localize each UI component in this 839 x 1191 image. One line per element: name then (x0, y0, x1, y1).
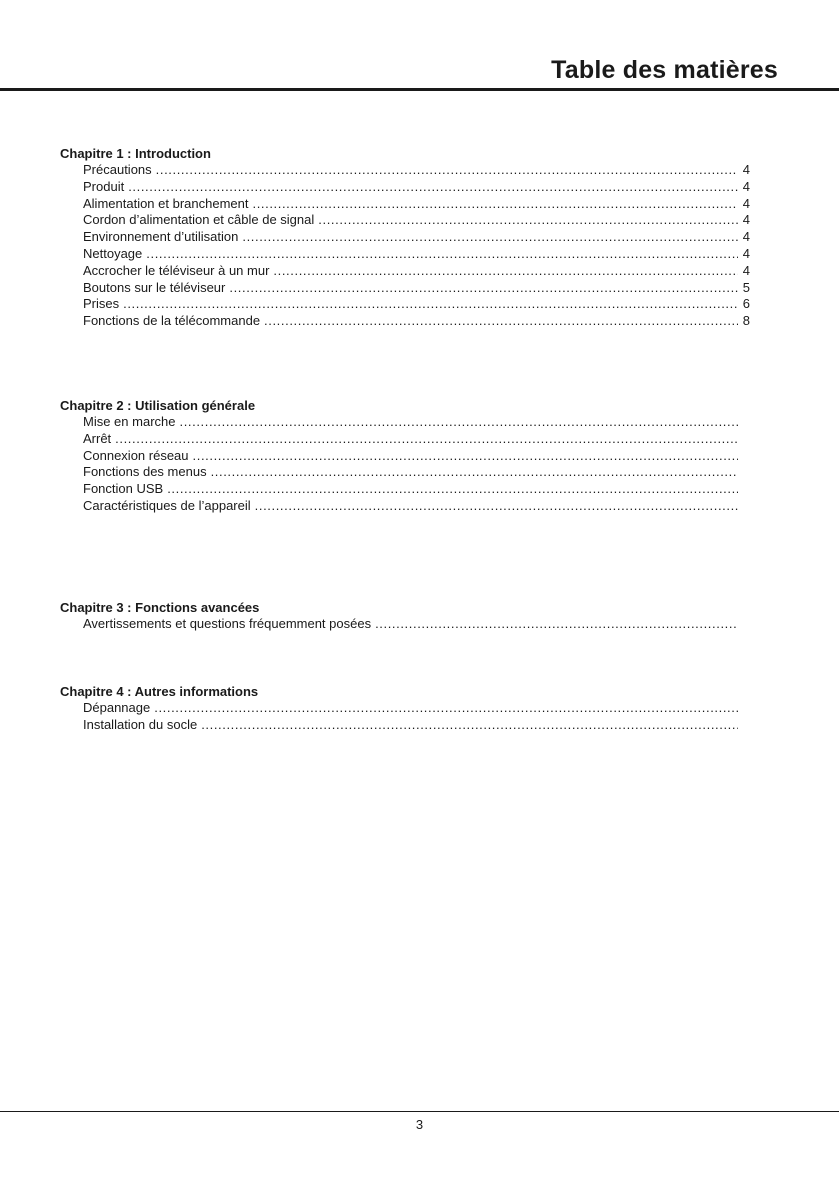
toc-entry-label: Environnement d’utilisation (83, 229, 239, 245)
chapter-title: Chapitre 3 : Fonctions avancées (60, 600, 260, 615)
chapter-title: Chapitre 2 : Utilisation générale (60, 398, 256, 413)
dot-leader (273, 263, 738, 280)
toc-entry-label: Boutons sur le téléviseur (83, 279, 226, 295)
toc-entry-page: 4 (742, 178, 750, 194)
toc-entry-page: 4 (742, 262, 750, 278)
toc-entry-page: 4 (742, 245, 750, 261)
toc-entry[interactable] (83, 313, 750, 330)
toc-entry-label: Cordon d’alimentation et câble de signal (83, 212, 315, 228)
toc-entry[interactable] (83, 498, 750, 515)
dot-leader (242, 229, 738, 246)
dot-leader (375, 616, 738, 633)
toc-entry-label: Connexion réseau (83, 447, 189, 463)
toc-entry-label: Alimentation et branchement (83, 195, 249, 211)
dot-leader (128, 179, 738, 196)
toc-entry-page: 8 (742, 313, 750, 329)
toc-entry-label: Nettoyage (83, 245, 143, 261)
toc-list (60, 414, 750, 515)
bottom-divider (0, 1111, 839, 1112)
toc-entry-page: 4 (742, 212, 750, 228)
toc-entry-label: Fonctions des menus (83, 464, 207, 480)
page-number: 3 (415, 1117, 424, 1132)
toc-entry-label: Avertissements et questions fréquemment posées (83, 616, 372, 631)
dot-leader (154, 700, 738, 717)
dot-leader (255, 498, 738, 515)
chapter-title: Chapitre 4 : Autres informations (60, 684, 259, 699)
toc-entry[interactable] (83, 448, 750, 465)
toc-entry[interactable] (83, 196, 750, 213)
dot-leader (252, 196, 738, 213)
toc-entry[interactable] (83, 700, 750, 717)
toc-entry[interactable] (83, 481, 750, 498)
dot-leader (318, 212, 738, 229)
toc-entry-label: Mise en marche (83, 414, 176, 429)
chapter-3 (60, 599, 750, 633)
toc-entry-label: Caractéristiques de l’appareil (83, 497, 251, 513)
chapter-title: Chapitre 1 : Introduction (60, 146, 211, 161)
toc-entry-label: Installation du socle (83, 716, 198, 732)
toc-entry-label: Fonction USB (83, 481, 164, 497)
toc-entry[interactable] (83, 229, 750, 246)
toc-entry[interactable] (83, 296, 750, 313)
toc-entry-label: Dépannage (83, 700, 151, 715)
toc-entry[interactable] (83, 717, 750, 734)
toc-entry-page: 4 (742, 195, 750, 211)
toc-entry[interactable] (83, 431, 750, 448)
toc-list (60, 616, 750, 633)
chapter-2 (60, 397, 750, 515)
toc-entry-label: Produit (83, 178, 125, 194)
dot-leader (264, 313, 738, 330)
toc-entry[interactable] (83, 162, 750, 179)
toc-entry-page: 6 (742, 296, 750, 312)
toc-entry-page: 5 (742, 279, 750, 295)
dot-leader (115, 431, 738, 448)
dot-leader (167, 481, 738, 498)
dot-leader (146, 246, 738, 263)
toc-entry-label: Précautions (83, 162, 152, 177)
top-divider (0, 88, 839, 91)
page-title: Table des matières (551, 56, 778, 84)
toc-entry-label: Fonctions de la télécommande (83, 313, 261, 329)
toc-entry-page: 4 (742, 162, 750, 177)
toc-entry-page: 4 (742, 229, 750, 245)
dot-leader (229, 280, 738, 297)
dot-leader (193, 448, 738, 465)
toc-entry[interactable] (83, 246, 750, 263)
toc-entry-label: Prises (83, 296, 120, 312)
toc-entry[interactable] (83, 179, 750, 196)
toc-entry[interactable] (83, 263, 750, 280)
dot-leader (201, 717, 738, 734)
dot-leader (156, 162, 738, 179)
chapter-1 (60, 145, 750, 330)
dot-leader (179, 414, 738, 431)
chapter-4 (60, 683, 750, 734)
toc-list (60, 700, 750, 734)
dot-leader (211, 464, 738, 481)
toc-entry[interactable] (83, 464, 750, 481)
toc-entry[interactable] (83, 280, 750, 297)
toc-entry[interactable] (83, 212, 750, 229)
toc-entry[interactable] (83, 616, 750, 633)
toc-entry-label: Accrocher le téléviseur à un mur (83, 262, 270, 278)
toc-entry-label: Arrêt (83, 430, 112, 446)
toc-entry[interactable] (83, 414, 750, 431)
dot-leader (123, 296, 738, 313)
toc-list (60, 162, 750, 330)
